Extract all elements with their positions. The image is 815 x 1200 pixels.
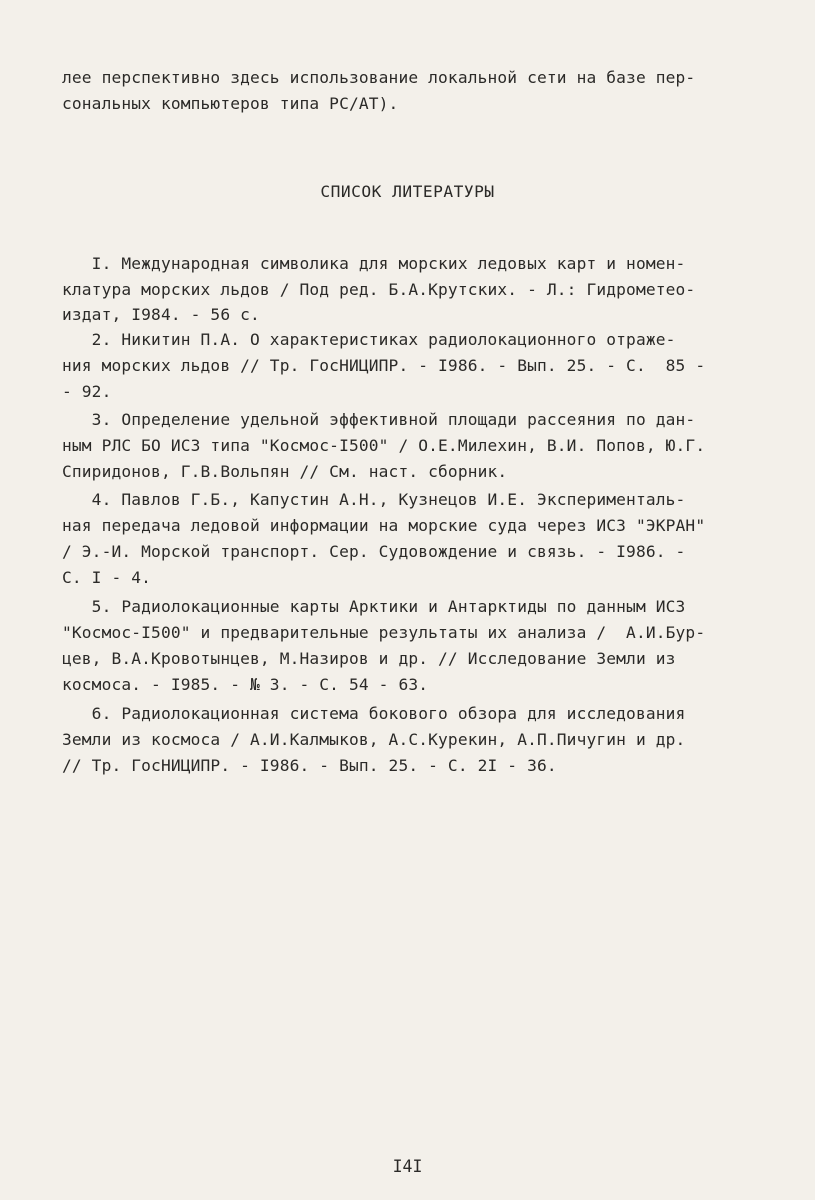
intro-line: сональных компьютеров типа PC/AT). xyxy=(62,94,399,113)
reference-line: 4. Павлов Г.Б., Капустин А.Н., Кузнецов И.Е. Эксперименталь- xyxy=(62,490,686,509)
reference-line: ная передача ледовой информации на морские суда через ИСЗ "ЭКРАН" xyxy=(62,516,706,535)
reference-line: - 92. xyxy=(62,382,112,401)
reference-line: "Космос-I500" и предварительные результаты их анализа / А.И.Бур- xyxy=(62,623,706,642)
reference-line: 2. Никитин П.А. О характеристиках радиолокационного отраже- xyxy=(62,330,676,349)
reference-line: С. I - 4. xyxy=(62,568,152,587)
references-heading: СПИСОК ЛИТЕРАТУРЫ xyxy=(320,182,495,201)
reference-line: космоса. - I985. - № 3. - С. 54 - 63. xyxy=(62,675,429,694)
reference-line: / Э.-И. Морской транспорт. Сер. Судовождение и связь. - I986. - xyxy=(62,542,686,561)
reference-line: цев, В.А.Кровотынцев, М.Назиров и др. // Исследование Земли из xyxy=(62,649,676,668)
reference-line: I. Международная символика для морских ледовых карт и номен- xyxy=(62,254,686,273)
intro-line: лее перспективно здесь использование локальной сети на базе пер- xyxy=(62,68,696,87)
reference-line: Земли из космоса / А.И.Калмыков, А.С.Курекин, А.П.Пичугин и др. xyxy=(62,730,686,749)
reference-line: клатура морских льдов / Под ред. Б.А.Крутских. - Л.: Гидрометео- xyxy=(62,280,696,299)
reference-line: 3. Определение удельной эффективной площади рассеяния по дан- xyxy=(62,410,696,429)
reference-line: 5. Радиолокационные карты Арктики и Антарктиды по данным ИСЗ xyxy=(62,597,686,616)
reference-line: ния морских льдов // Тр. ГосНИЦИПР. - I986. - Вып. 25. - С. 85 - xyxy=(62,356,706,375)
reference-line: // Тр. ГосНИЦИПР. - I986. - Вып. 25. - С. 2I - 36. xyxy=(62,756,557,775)
page-number: I4I xyxy=(392,1157,423,1176)
reference-line: ным РЛС БО ИСЗ типа "Космос-I500" / О.Е.Милехин, В.И. Попов, Ю.Г. xyxy=(62,436,706,455)
reference-line: Спиридонов, Г.В.Вольпян // См. наст. сборник. xyxy=(62,462,508,481)
reference-line: издат, I984. - 56 с. xyxy=(62,305,260,324)
reference-line: 6. Радиолокационная система бокового обзора для исследования xyxy=(62,704,686,723)
